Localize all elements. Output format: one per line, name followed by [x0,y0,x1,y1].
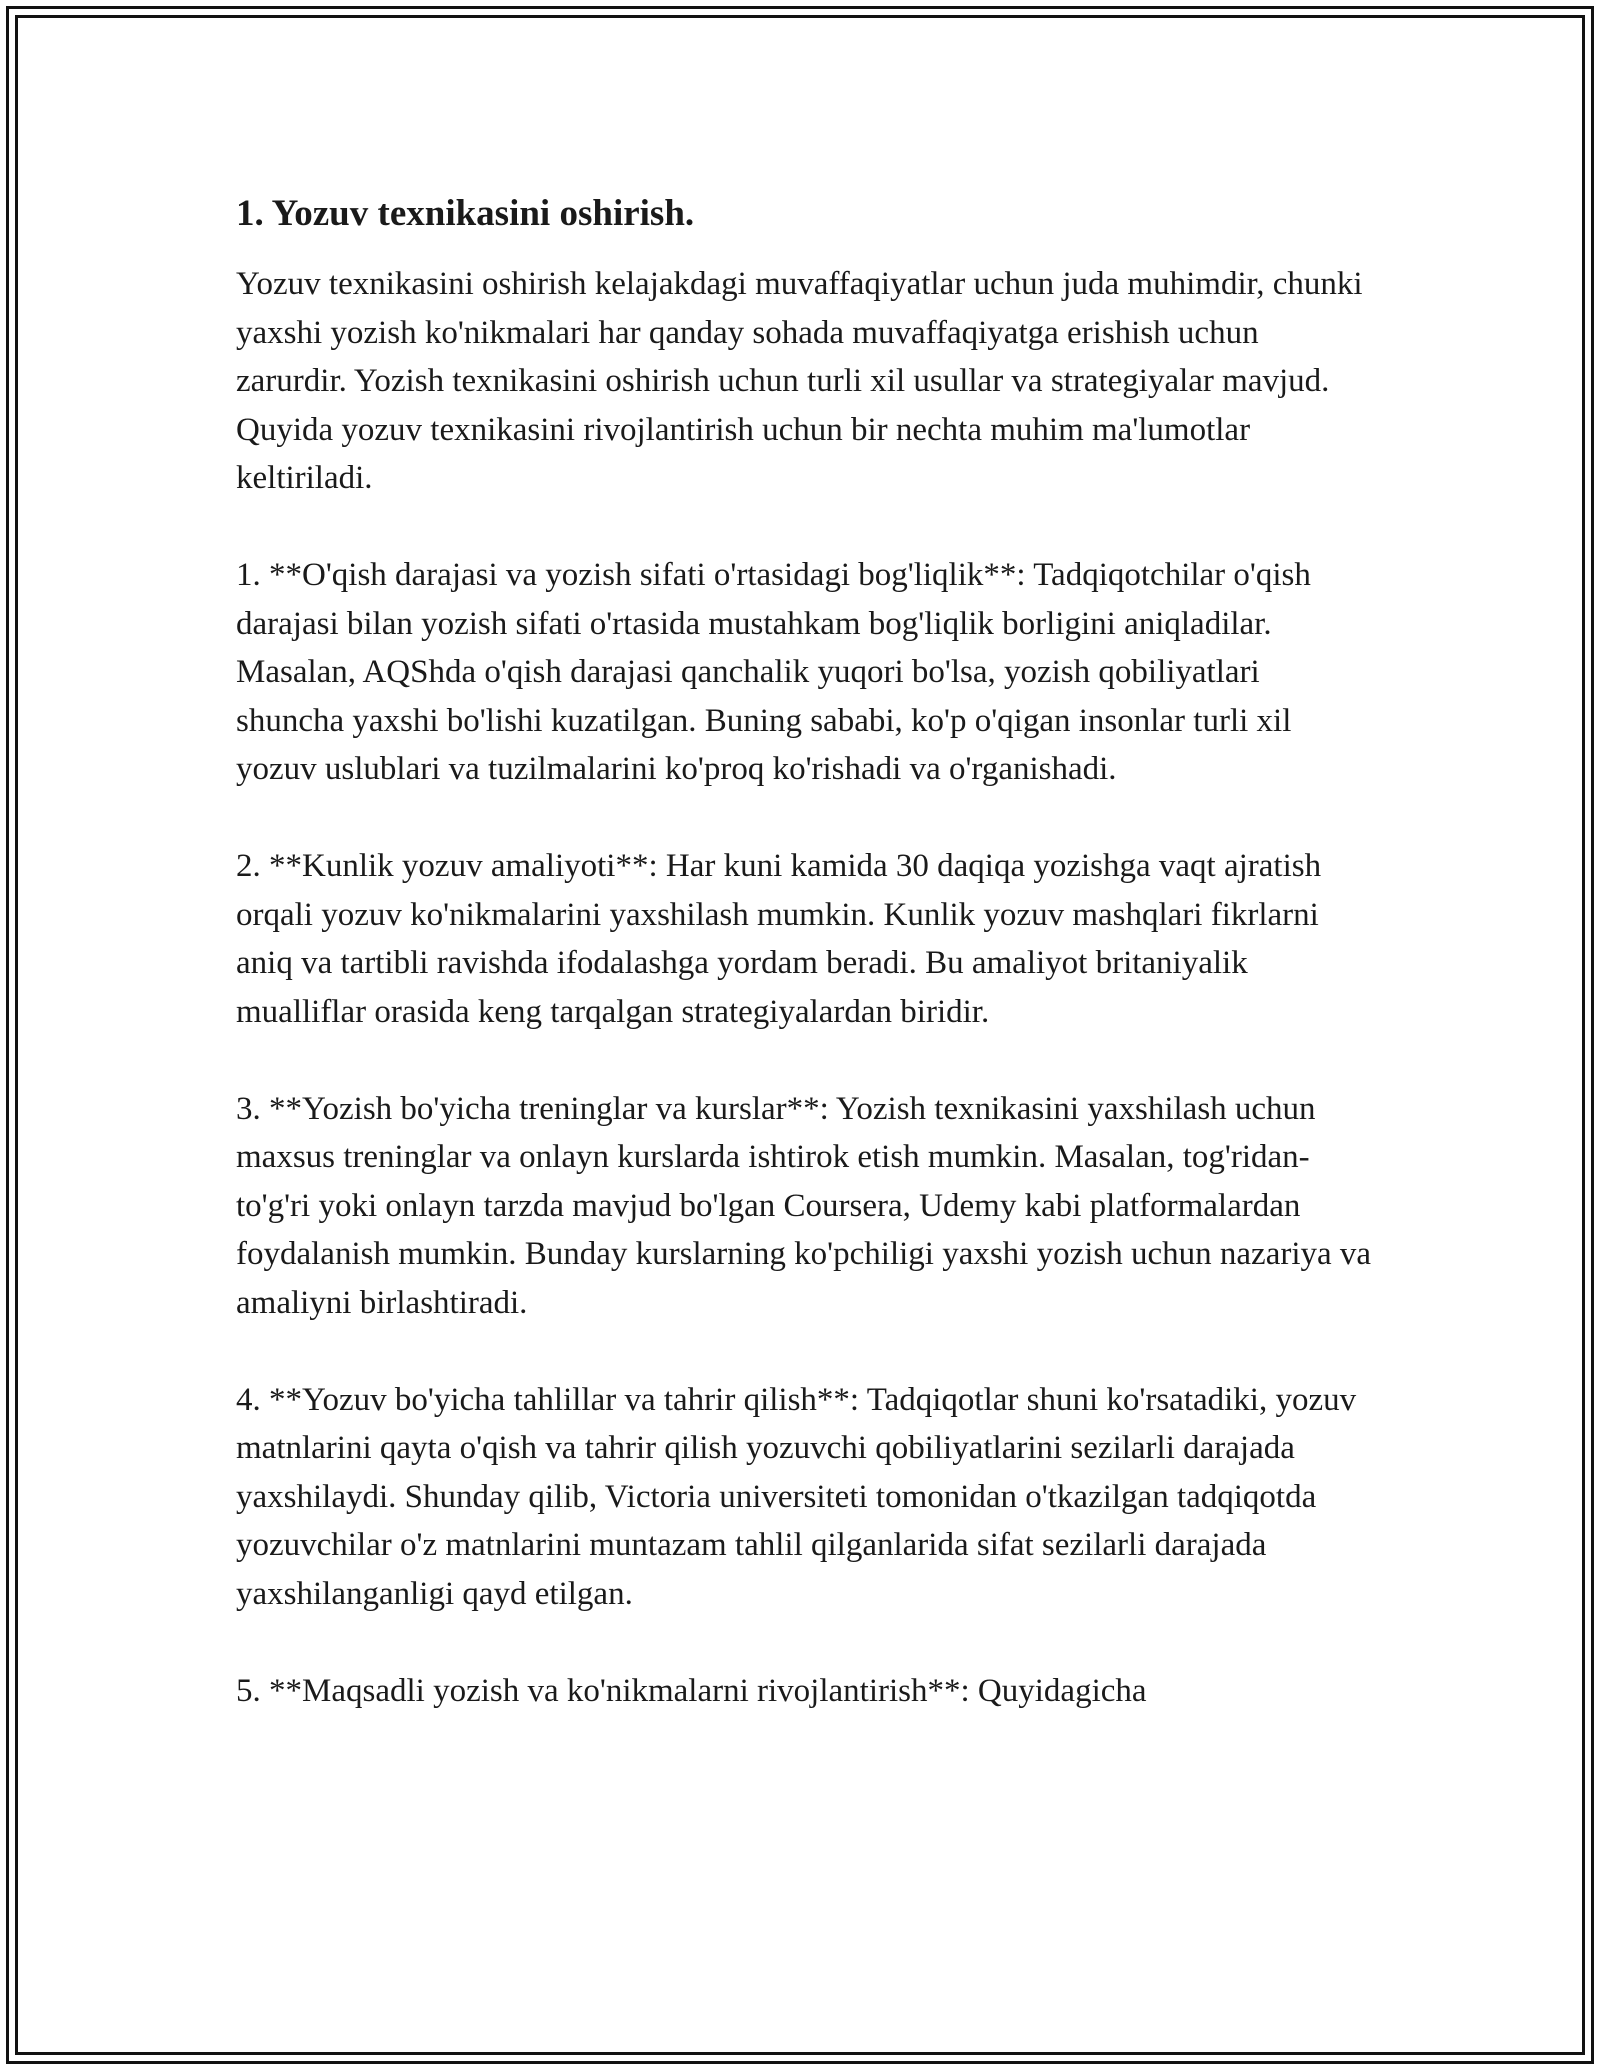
list-item-4: 4. **Yozuv bo'yicha tahlillar va tahrir qilish**: Tadqiqotlar shuni ko'rsatadiki, yozuv matnlarini qayta o'qish va tahrir qilish yozuvchi qobiliyatlarini sezilarli darajada yaxshilaydi. Shunday qilib, Victoria universiteti tomonidan o'tkazilgan tadqiqotda yozuvchilar o'z matnlarini muntazam tahlil qilganlarida sifat sezilarli darajada yaxshilanganligi qayd etilgan. [236,1381,1357,1612]
intro-paragraph: Yozuv texnikasini oshirish kelajakdagi muvaffaqiyatlar uchun juda muhimdir, chunki yaxshi yozish ko'nikmalari har qanday sohada muvaffaqiyatga erishish uchun zarurdir. Yozish texnikasini oshirish uchun turli xil usullar va strategiyalar mavjud. Quyida yozuv texnikasini rivojlantirish uchun bir nechta muhim ma'lumotlar keltiriladi. [236,266,1363,496]
list-item-5: 5. **Maqsadli yozish va ko'nikmalarni rivojlantirish**: Quyidagicha [236,1672,1147,1709]
section-heading: 1. Yozuv texnikasini oshirish. [236,193,695,234]
list-item-3: 3. **Yozish bo'yicha treninglar va kurslar**: Yozish texnikasini yaxshilash uchun maxsus treninglar va onlayn kurslarda ishtirok etish mumkin. Masalan, tog'ridan-to'g'ri yoki onlayn tarzda mavjud bo'lgan Coursera, Udemy kabi platformalardan foydalanish mumkin. Bunday kurslarning ko'pchiligi yaxshi yozish uchun nazariya va amaliyni birlashtiradi. [236,1090,1372,1321]
document-body [236,188,1376,1764]
list-item-2: 2. **Kunlik yozuv amaliyoti**: Har kuni kamida 30 daqiqa yozishga vaqt ajratish orqali yozuv ko'nikmalarini yaxshilash mumkin. Kunlik yozuv mashqlari fikrlarni aniq va tartibli ravishda ifodalashga yordam beradi. Bu amaliyot britaniyalik mualliflar orasida keng tarqalgan strategiyalardan biridir. [236,848,1322,1030]
list-item-1: 1. **O'qish darajasi va yozish sifati o'rtasidagi bog'liqlik**: Tadqiqotchilar o'qish darajasi bilan yozish sifati o'rtasida mustahkam bog'liqlik borligini aniqladilar. Masalan, AQShda o'qish darajasi qanchalik yuqori bo'lsa, yozish qobiliyatlari shuncha yaxshi bo'lishi kuzatilgan. Buning sababi, ko'p o'qigan insonlar turli xil yozuv uslublari va tuzilmalarini ko'proq ko'rishadi va o'rganishadi. [236,557,1311,787]
